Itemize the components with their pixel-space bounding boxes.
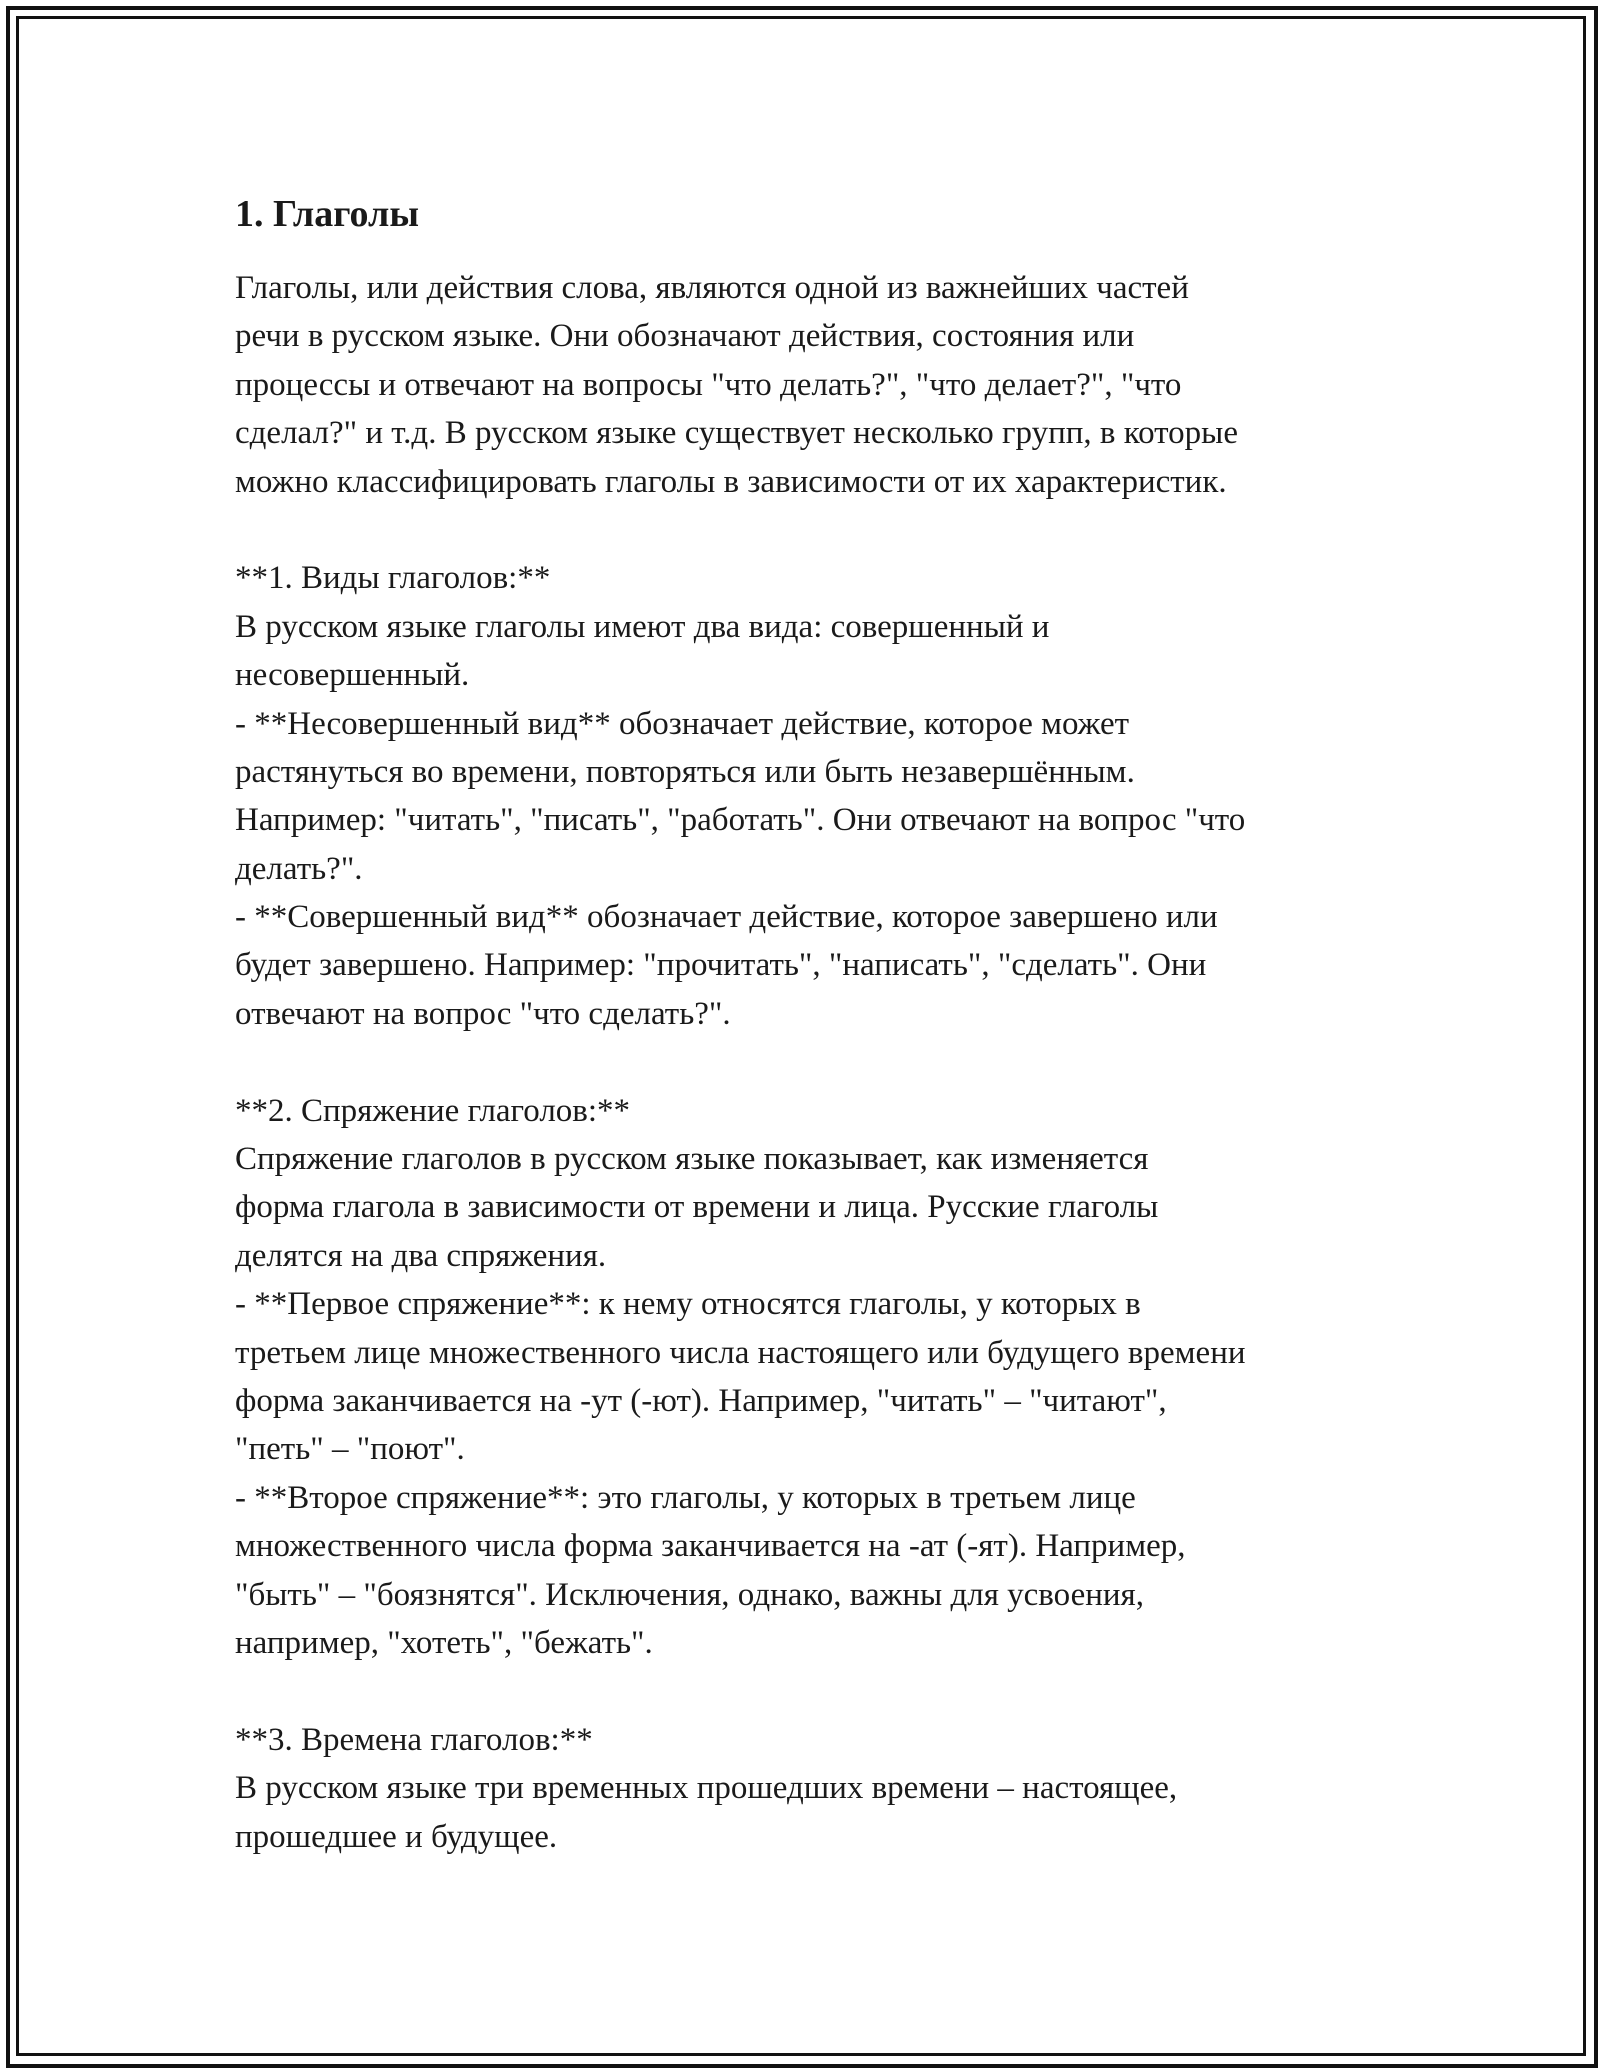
text-line: Глаголы, или действия слова, являются одной из важнейших частей <box>235 270 1189 306</box>
page-title: 1. Глаголы <box>235 193 420 235</box>
text-line: "быть" – "боязнятся". Исключения, однако, важны для усвоения, <box>235 1576 1144 1613</box>
text-line: процессы и отвечают на вопросы "что делать?", "что делает?", "что <box>235 366 1182 403</box>
intro-paragraph <box>235 264 1375 506</box>
text-line: форма глагола в зависимости от времени и лица. Русские глаголы <box>235 1189 1159 1226</box>
section-verb-tenses <box>235 1716 1375 1861</box>
text-line: прошедшее и будущее. <box>235 1818 558 1855</box>
text-line: Спряжение глаголов в русском языке показывает, как изменяется <box>235 1141 1149 1178</box>
text-line: например, "хотеть", "бежать". <box>235 1624 653 1661</box>
section-heading: **3. Времена глаголов:** <box>235 1721 593 1758</box>
text-line: - **Несовершенный вид** обозначает действие, которое может <box>235 705 1130 742</box>
text-line: - **Совершенный вид** обозначает действие, которое завершено или <box>235 899 1218 936</box>
paragraph-gap <box>235 506 1375 554</box>
text-line: будет завершено. Например: "прочитать", "написать", "сделать". Они <box>235 947 1207 984</box>
section-heading: **2. Спряжение глаголов:** <box>235 1092 631 1129</box>
text-line: В русском языке три временных прошедших времени – настоящее, <box>235 1770 1178 1807</box>
text-line: В русском языке глаголы имеют два вида: совершенный и <box>235 608 1050 645</box>
text-line: можно классифицировать глаголы в зависимости от их характеристик. <box>235 463 1227 500</box>
text-line: делятся на два спряжения. <box>235 1237 607 1274</box>
text-line: делать?". <box>235 850 363 887</box>
text-line: Например: "читать", "писать", "работать". Они отвечают на вопрос "что <box>235 802 1246 839</box>
text-line: форма заканчивается на -ут (-ют). Например, "читать" – "читают", <box>235 1382 1167 1419</box>
paragraph-gap <box>235 1667 1375 1715</box>
text-line: отвечают на вопрос "что сделать?". <box>235 995 731 1032</box>
text-line: множественного числа форма заканчивается на -ат (-ят). Например, <box>235 1528 1186 1565</box>
text-line: "петь" – "поют". <box>235 1431 465 1468</box>
text-line: растянуться во времени, повторяться или быть незавершённым. <box>235 753 1135 790</box>
section-verb-conjugation <box>235 1087 1375 1668</box>
paragraph-gap <box>235 1038 1375 1086</box>
section-verb-aspects <box>235 554 1375 1038</box>
text-line: - **Первое спряжение**: к нему относятся глаголы, у которых в <box>235 1286 1141 1323</box>
text-line: - **Второе спряжение**: это глаголы, у которых в третьем лице <box>235 1479 1136 1516</box>
text-line: речи в русском языке. Они обозначают действия, состояния или <box>235 318 1135 355</box>
document-body <box>235 190 1375 1861</box>
text-line: третьем лице множественного числа настоящего или будущего времени <box>235 1334 1246 1371</box>
section-heading: **1. Виды глаголов:** <box>235 560 551 597</box>
text-line: сделал?" и т.д. В русском языке существует несколько групп, в которые <box>235 415 1238 452</box>
text-line: несовершенный. <box>235 657 470 694</box>
